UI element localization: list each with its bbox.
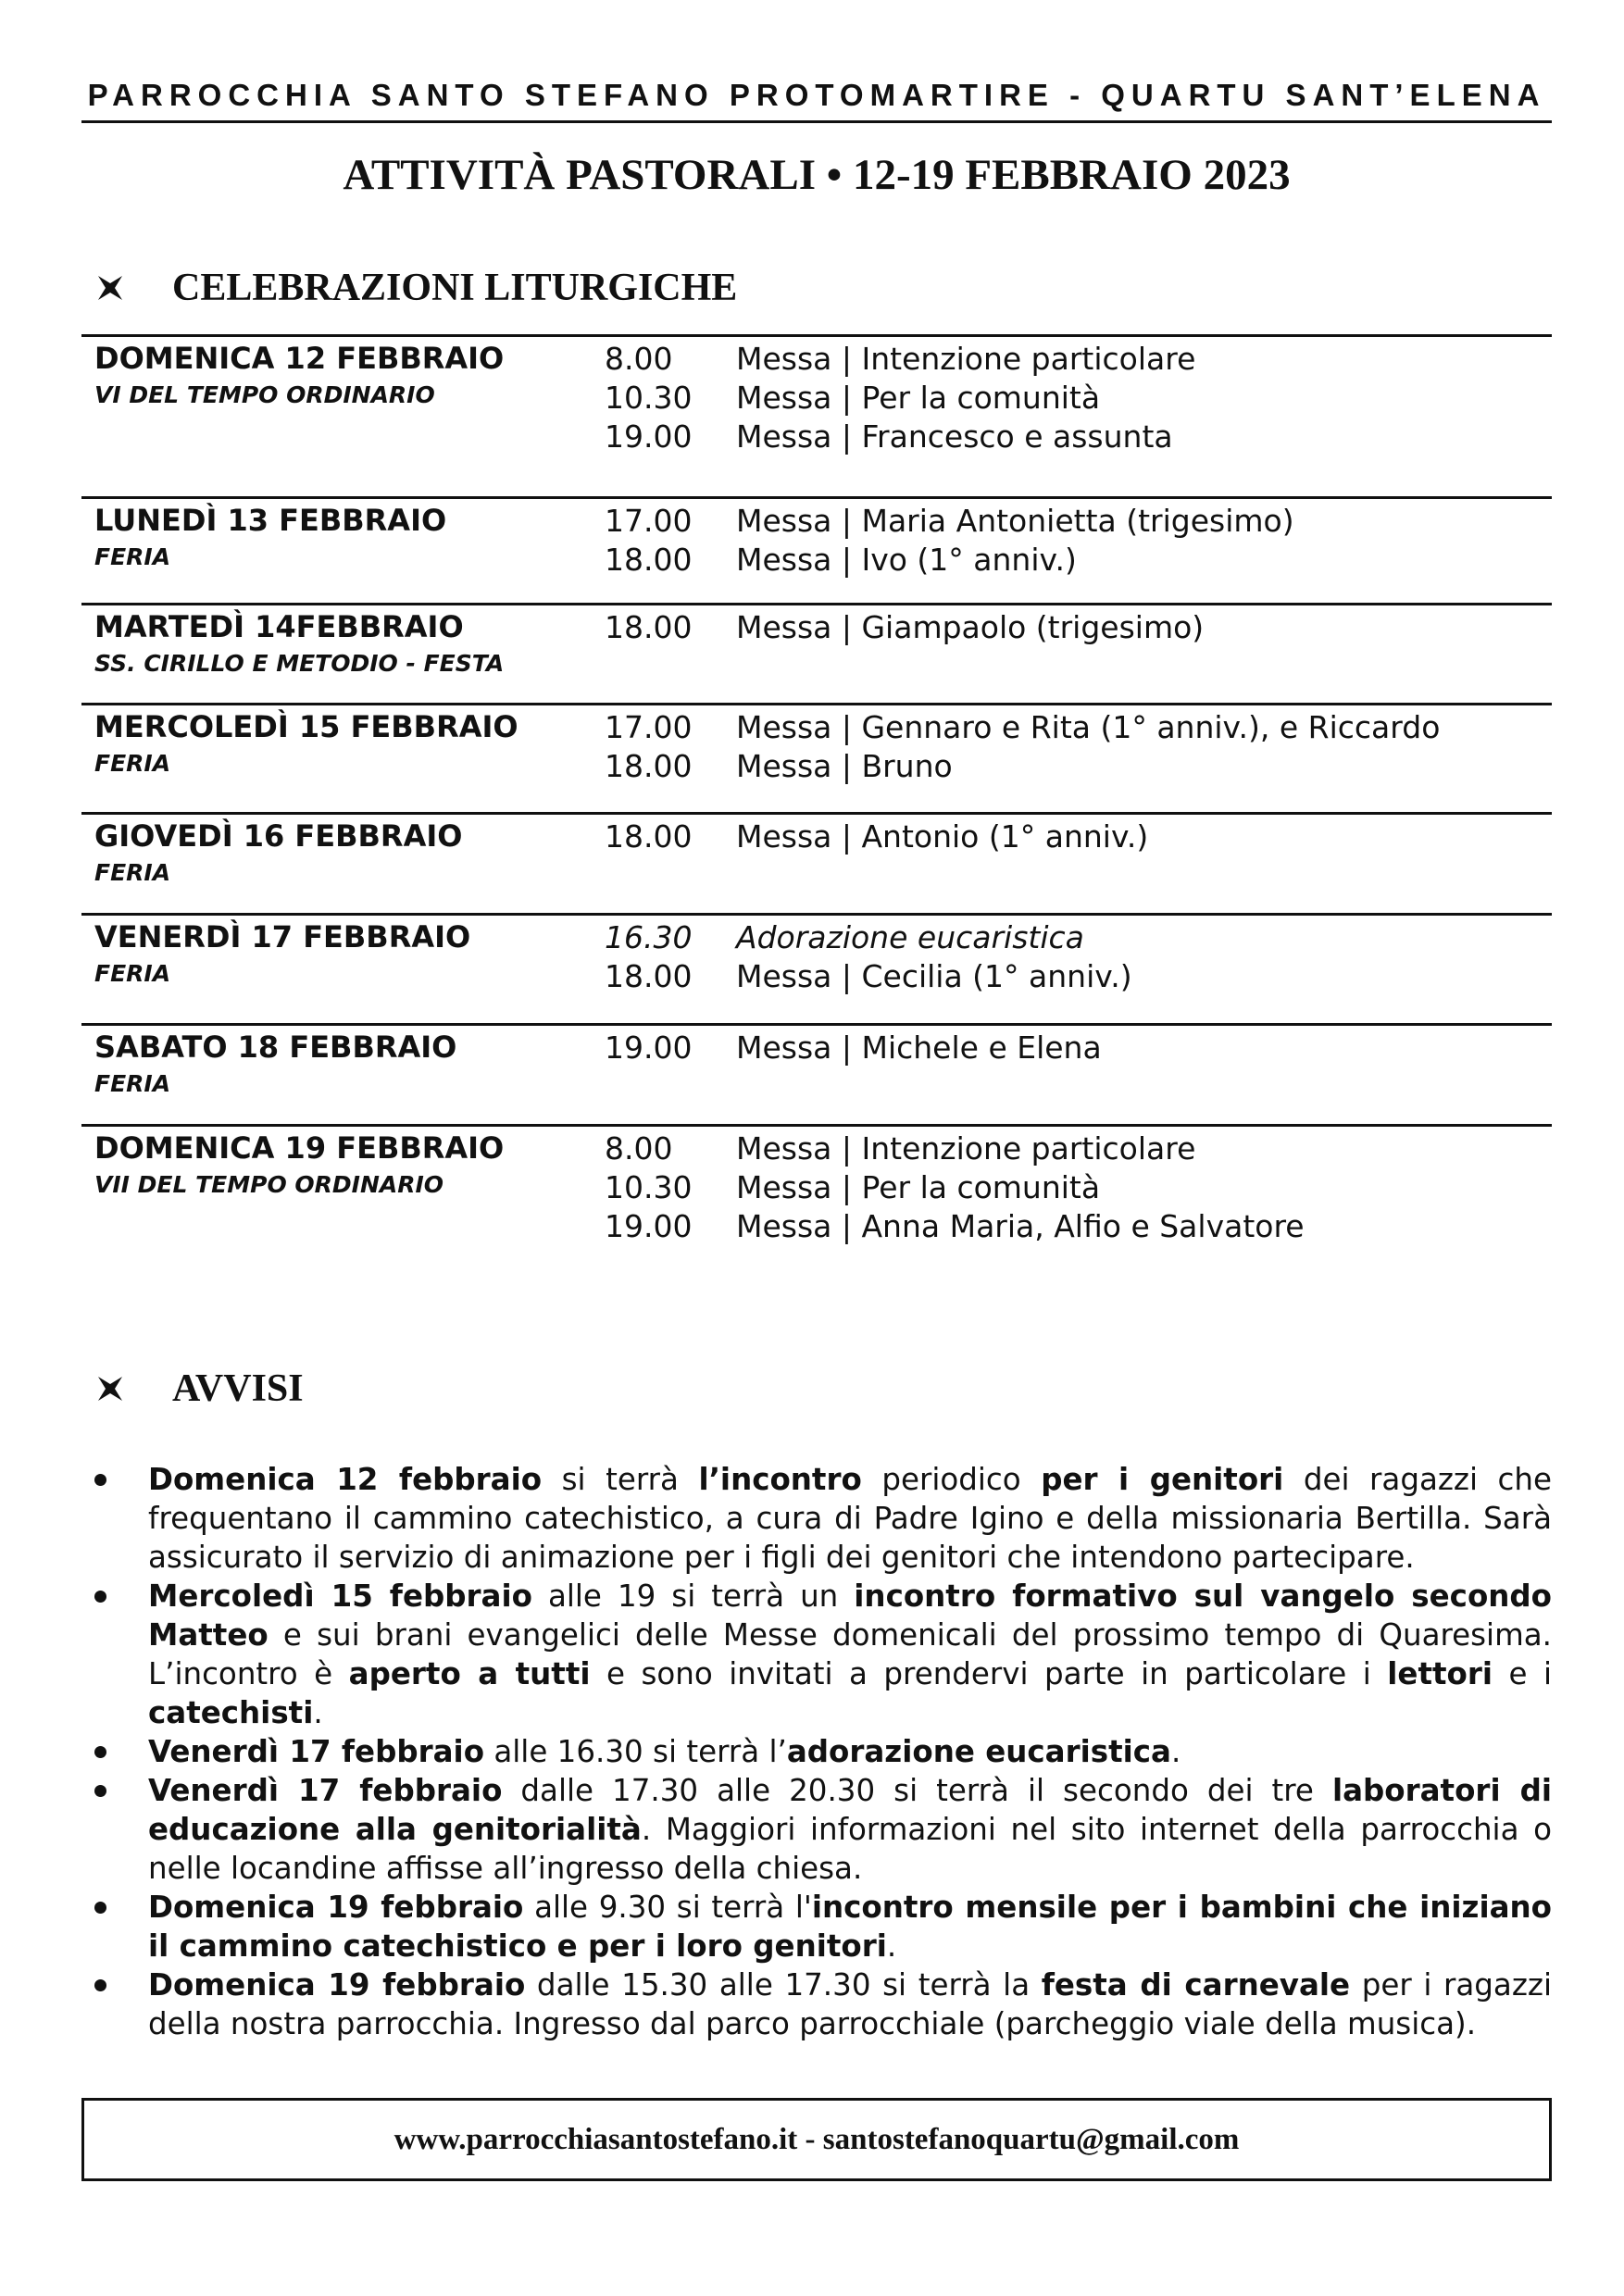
notice-item <box>81 1732 1552 1771</box>
bullet-icon <box>94 1785 106 1797</box>
notice-emphasis: aperto a tutti <box>348 1656 591 1691</box>
service-description: Messa | Intenzione particolare <box>736 341 1196 377</box>
service-description: Messa | Michele e Elena <box>736 1029 1102 1066</box>
service-time: 16.30 <box>605 919 693 955</box>
day-block <box>81 913 1552 1026</box>
notice-emphasis: Domenica 19 febbraio <box>148 1967 526 2003</box>
notice-text: e sono invitati a prendervi parte in particolare i <box>590 1656 1388 1691</box>
service-time: 19.00 <box>605 418 693 455</box>
service-description: Messa | Maria Antonietta (trigesimo) <box>736 503 1294 539</box>
notice-text: . Maggiori informazioni nel sito internet della parrocchia o nelle locandine affisse all’ingresso della chiesa. <box>148 1812 1552 1886</box>
notice-emphasis: l’incontro <box>698 1462 862 1497</box>
day-name: MERCOLEDÌ 15 FEBBRAIO <box>94 709 518 744</box>
day-block <box>81 496 1552 605</box>
notice-text: dei ragazzi che frequentano il cammino catechistico, a cura di Padre Igino e della missionaria Bertilla. Sarà assicurato il servizio di animazione per i figli dei genitori che intendono partecipare. <box>148 1462 1552 1575</box>
bullet-icon <box>94 1591 106 1603</box>
notice-text: si terrà <box>542 1462 699 1497</box>
notice-emphasis: adorazione eucaristica <box>786 1734 1171 1769</box>
day-name: VENERDÌ 17 FEBBRAIO <box>94 919 471 955</box>
day-name: GIOVEDÌ 16 FEBBRAIO <box>94 818 463 854</box>
notice-text: e i <box>1493 1656 1552 1691</box>
service-time: 17.00 <box>605 503 693 539</box>
day-liturgical-note: FERIA <box>94 543 171 570</box>
day-liturgical-note: SS. CIRILLO E METODIO - FESTA <box>94 650 505 677</box>
day-block <box>81 1124 1552 1247</box>
service-description: Messa | Per la comunità <box>736 380 1101 416</box>
notice-emphasis: incontro mensile per i bambini che iniziano il cammino catechistico e per i loro genitori <box>148 1890 1552 1964</box>
notice-text: e sui brani evangelici delle Messe domenicali del prossimo tempo di Quaresima. L’incontro è <box>148 1617 1552 1691</box>
notice-item <box>81 1577 1552 1732</box>
day-liturgical-note: FERIA <box>94 750 171 777</box>
day-liturgical-note: VII DEL TEMPO ORDINARIO <box>94 1171 444 1198</box>
service-description: Messa | Ivo (1° anniv.) <box>736 542 1077 578</box>
notice-emphasis: catechisti <box>148 1695 314 1730</box>
day-block <box>81 334 1552 499</box>
service-time: 10.30 <box>605 1169 693 1205</box>
section-notices-heading <box>96 1361 304 1416</box>
day-name: DOMENICA 12 FEBBRAIO <box>94 341 505 376</box>
notice-emphasis: incontro formativo sul vangelo secondo Matteo <box>148 1578 1553 1653</box>
notice-emphasis: Domenica 19 febbraio <box>148 1890 524 1925</box>
notice-text: dalle 17.30 alle 20.30 si terrà il secondo dei tre <box>502 1773 1332 1808</box>
document-title: ATTIVITÀ PASTORALI • 12-19 FEBBRAIO 2023 <box>343 151 1291 199</box>
footer-contacts: www.parrocchiasantostefano.it - santostefanoquartu@gmail.com <box>394 2122 1240 2156</box>
bullet-icon <box>94 1902 106 1914</box>
notice-text: . <box>313 1695 323 1730</box>
header-divider <box>81 120 1552 123</box>
notice-emphasis: Mercoledì 15 febbraio <box>148 1578 532 1614</box>
service-time: 19.00 <box>605 1208 693 1244</box>
day-name: DOMENICA 19 FEBBRAIO <box>94 1130 505 1166</box>
day-name: LUNEDÌ 13 FEBBRAIO <box>94 503 447 538</box>
notice-emphasis: Domenica 12 febbraio <box>148 1462 543 1497</box>
day-name: MARTEDÌ 14FEBBRAIO <box>94 609 464 644</box>
notice-text: alle 16.30 si terrà l’ <box>484 1734 787 1769</box>
service-time: 19.00 <box>605 1029 693 1066</box>
notice-emphasis: laboratori di educazione alla genitorialità <box>148 1773 1552 1847</box>
day-liturgical-note: FERIA <box>94 1070 171 1097</box>
bullet-icon <box>94 1474 106 1486</box>
star-icon <box>96 274 124 302</box>
notice-text: per i ragazzi della nostra parrocchia. Ingresso dal parco parrocchiale (parcheggio viale della musica). <box>148 1967 1552 2041</box>
notice-emphasis: Venerdì 17 febbraio <box>148 1773 503 1808</box>
service-time: 18.00 <box>605 748 693 784</box>
section-liturgy-heading <box>96 260 737 316</box>
notice-text: . <box>1170 1734 1181 1769</box>
service-time: 18.00 <box>605 542 693 578</box>
star-icon <box>96 1375 124 1403</box>
day-block <box>81 1023 1552 1127</box>
day-block <box>81 812 1552 916</box>
service-description: Messa | Gennaro e Rita (1° anniv.), e Riccardo <box>736 709 1441 745</box>
day-liturgical-note: FERIA <box>94 859 171 886</box>
service-description: Messa | Intenzione particolare <box>736 1130 1196 1167</box>
service-description: Messa | Francesco e assunta <box>736 418 1173 455</box>
section-title-liturgy: CELEBRAZIONI LITURGICHE <box>172 267 738 309</box>
service-description: Messa | Bruno <box>736 748 953 784</box>
service-description: Messa | Antonio (1° anniv.) <box>736 818 1149 855</box>
service-time: 18.00 <box>605 609 693 645</box>
notice-emphasis: per i genitori <box>1041 1462 1284 1497</box>
notice-text: dalle 15.30 alle 17.30 si terrà la <box>525 1967 1042 2003</box>
day-liturgical-note: FERIA <box>94 960 171 987</box>
service-description: Messa | Giampaolo (trigesimo) <box>736 609 1205 645</box>
notice-text: alle 19 si terrà un <box>531 1578 855 1614</box>
service-description: Messa | Anna Maria, Alfio e Salvatore <box>736 1208 1305 1244</box>
parish-header: PARROCCHIA SANTO STEFANO PROTOMARTIRE - QUARTU SANT’ELENA <box>87 78 1546 112</box>
notices-list <box>81 1460 1552 2043</box>
service-time: 8.00 <box>605 341 673 377</box>
service-description: Messa | Cecilia (1° anniv.) <box>736 958 1132 994</box>
notice-text: periodico <box>861 1462 1042 1497</box>
notice-item <box>81 1965 1552 2043</box>
day-liturgical-note: VI DEL TEMPO ORDINARIO <box>94 381 435 408</box>
service-time: 18.00 <box>605 958 693 994</box>
service-time: 8.00 <box>605 1130 673 1167</box>
day-block <box>81 603 1552 705</box>
notice-emphasis: festa di carnevale <box>1041 1967 1351 2003</box>
service-description: Adorazione eucaristica <box>736 919 1084 955</box>
service-time: 10.30 <box>605 380 693 416</box>
notice-item <box>81 1888 1552 1965</box>
service-time: 18.00 <box>605 818 693 855</box>
day-name: SABATO 18 FEBBRAIO <box>94 1029 457 1065</box>
notice-emphasis: lettori <box>1387 1656 1493 1691</box>
bullet-icon <box>94 1979 106 1991</box>
notice-item <box>81 1460 1552 1577</box>
footer-contacts-box <box>81 2098 1552 2181</box>
bullet-icon <box>94 1746 106 1758</box>
notice-emphasis: Venerdì 17 febbraio <box>148 1734 485 1769</box>
section-title-notices: AVVISI <box>172 1367 304 1410</box>
notice-item <box>81 1771 1552 1888</box>
service-description: Messa | Per la comunità <box>736 1169 1101 1205</box>
notice-text: . <box>886 1928 897 1964</box>
notice-text: alle 9.30 si terrà l' <box>523 1890 812 1925</box>
day-block <box>81 703 1552 815</box>
service-time: 17.00 <box>605 709 693 745</box>
